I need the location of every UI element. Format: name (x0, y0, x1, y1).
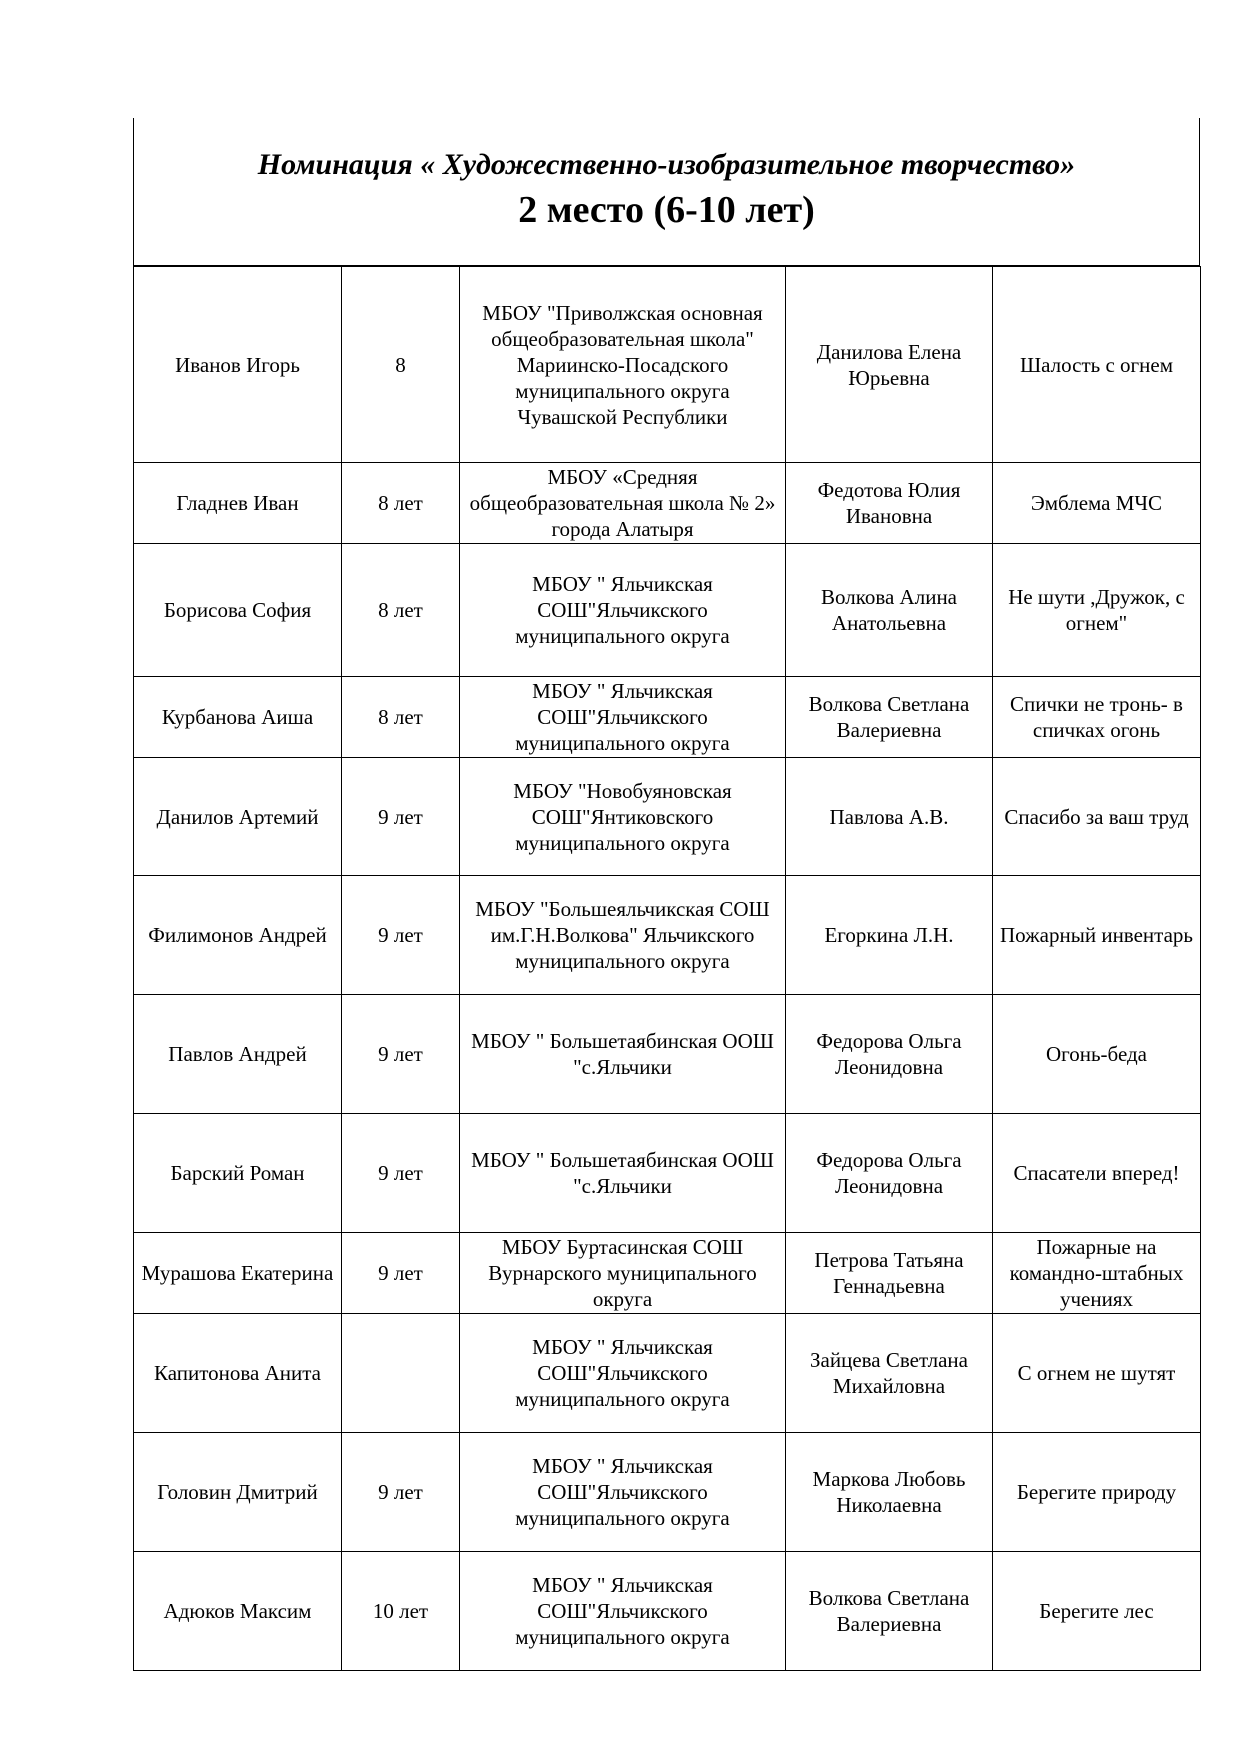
participant-age: 9 лет (342, 995, 460, 1114)
teacher-name: Волкова Алина Анатольевна (786, 544, 993, 677)
teacher-name: Егоркина Л.Н. (786, 876, 993, 995)
teacher-name: Волкова Светлана Валериевна (786, 677, 993, 758)
participant-age: 8 (342, 267, 460, 463)
participant-age: 8 лет (342, 677, 460, 758)
participant-name: Иванов Игорь (134, 267, 342, 463)
work-title: Не шути ,Дружок, с огнем" (993, 544, 1201, 677)
participant-age: 8 лет (342, 463, 460, 544)
participant-name: Данилов Артемий (134, 758, 342, 876)
table-row (134, 267, 1201, 463)
school-name: МБОУ "Приволжская основная общеобразовательная школа" Мариинско-Посадского муниципального округа Чувашской Республики (460, 267, 786, 463)
school-name: МБОУ " Яльчикская СОШ"Яльчикского муниципального округа (460, 544, 786, 677)
teacher-name: Зайцева Светлана Михайловна (786, 1314, 993, 1433)
participant-name: Курбанова Аиша (134, 677, 342, 758)
participant-age (342, 1314, 460, 1433)
work-title: Огонь-беда (993, 995, 1201, 1114)
participant-age: 9 лет (342, 876, 460, 995)
participant-age: 9 лет (342, 1433, 460, 1552)
work-title: С огнем не шутят (993, 1314, 1201, 1433)
work-title: Спасибо за ваш труд (993, 758, 1201, 876)
work-title: Пожарный инвентарь (993, 876, 1201, 995)
teacher-name: Волкова Светлана Валериевна (786, 1552, 993, 1671)
participant-name: Павлов Андрей (134, 995, 342, 1114)
table-row (134, 677, 1201, 758)
table-row (134, 758, 1201, 876)
teacher-name: Петрова Татьяна Геннадьевна (786, 1233, 993, 1314)
participant-age: 10 лет (342, 1552, 460, 1671)
work-title: Берегите лес (993, 1552, 1201, 1671)
table-row (134, 995, 1201, 1114)
participant-name: Капитонова Анита (134, 1314, 342, 1433)
participant-age: 9 лет (342, 758, 460, 876)
table-row (134, 544, 1201, 677)
school-name: МБОУ " Яльчикская СОШ"Яльчикского муниципального округа (460, 1552, 786, 1671)
participant-name: Барский Роман (134, 1114, 342, 1233)
results-sheet (133, 118, 1200, 1671)
participant-age: 9 лет (342, 1233, 460, 1314)
table-row (134, 1233, 1201, 1314)
school-name: МБОУ " Яльчикская СОШ"Яльчикского муниципального округа (460, 677, 786, 758)
table-row (134, 876, 1201, 995)
table-header-cell (133, 118, 1200, 266)
participant-name: Борисова София (134, 544, 342, 677)
school-name: МБОУ "Большеяльчикская СОШ им.Г.Н.Волкова" Яльчикского муниципального округа (460, 876, 786, 995)
table-row (134, 1114, 1201, 1233)
teacher-name: Федотова Юлия Ивановна (786, 463, 993, 544)
school-name: МБОУ Буртасинская СОШ Вурнарского муниципального округа (460, 1233, 786, 1314)
participant-name: Адюков Максим (134, 1552, 342, 1671)
work-title: Пожарные на командно-штабных учениях (993, 1233, 1201, 1314)
school-name: МБОУ " Большетаябинская ООШ "с.Яльчики (460, 1114, 786, 1233)
school-name: МБОУ " Яльчикская СОШ"Яльчикского муниципального округа (460, 1314, 786, 1433)
work-title: Спасатели вперед! (993, 1114, 1201, 1233)
participant-age: 8 лет (342, 544, 460, 677)
table-row (134, 1433, 1201, 1552)
teacher-name: Данилова Елена Юрьевна (786, 267, 993, 463)
work-title: Берегите природу (993, 1433, 1201, 1552)
work-title: Шалость с огнем (993, 267, 1201, 463)
table-row (134, 463, 1201, 544)
participant-name: Мурашова Екатерина (134, 1233, 342, 1314)
teacher-name: Павлова А.В. (786, 758, 993, 876)
school-name: МБОУ «Средняя общеобразовательная школа № 2» города Алатыря (460, 463, 786, 544)
work-title: Эмблема МЧС (993, 463, 1201, 544)
school-name: МБОУ " Большетаябинская ООШ "с.Яльчики (460, 995, 786, 1114)
teacher-name: Маркова Любовь Николаевна (786, 1433, 993, 1552)
place-subtitle: 2 место (6-10 лет) (518, 189, 815, 231)
school-name: МБОУ "Новобуяновская СОШ"Янтиковского муниципального округа (460, 758, 786, 876)
results-table (133, 266, 1201, 1671)
nomination-title: Номинация « Художественно-изобразительное творчество» (257, 148, 1076, 181)
table-row (134, 1552, 1201, 1671)
teacher-name: Федорова Ольга Леонидовна (786, 995, 993, 1114)
school-name: МБОУ " Яльчикская СОШ"Яльчикского муниципального округа (460, 1433, 786, 1552)
participant-name: Филимонов Андрей (134, 876, 342, 995)
participant-age: 9 лет (342, 1114, 460, 1233)
teacher-name: Федорова Ольга Леонидовна (786, 1114, 993, 1233)
table-row (134, 1314, 1201, 1433)
work-title: Спички не тронь- в спичках огонь (993, 677, 1201, 758)
participant-name: Головин Дмитрий (134, 1433, 342, 1552)
participant-name: Гладнев Иван (134, 463, 342, 544)
